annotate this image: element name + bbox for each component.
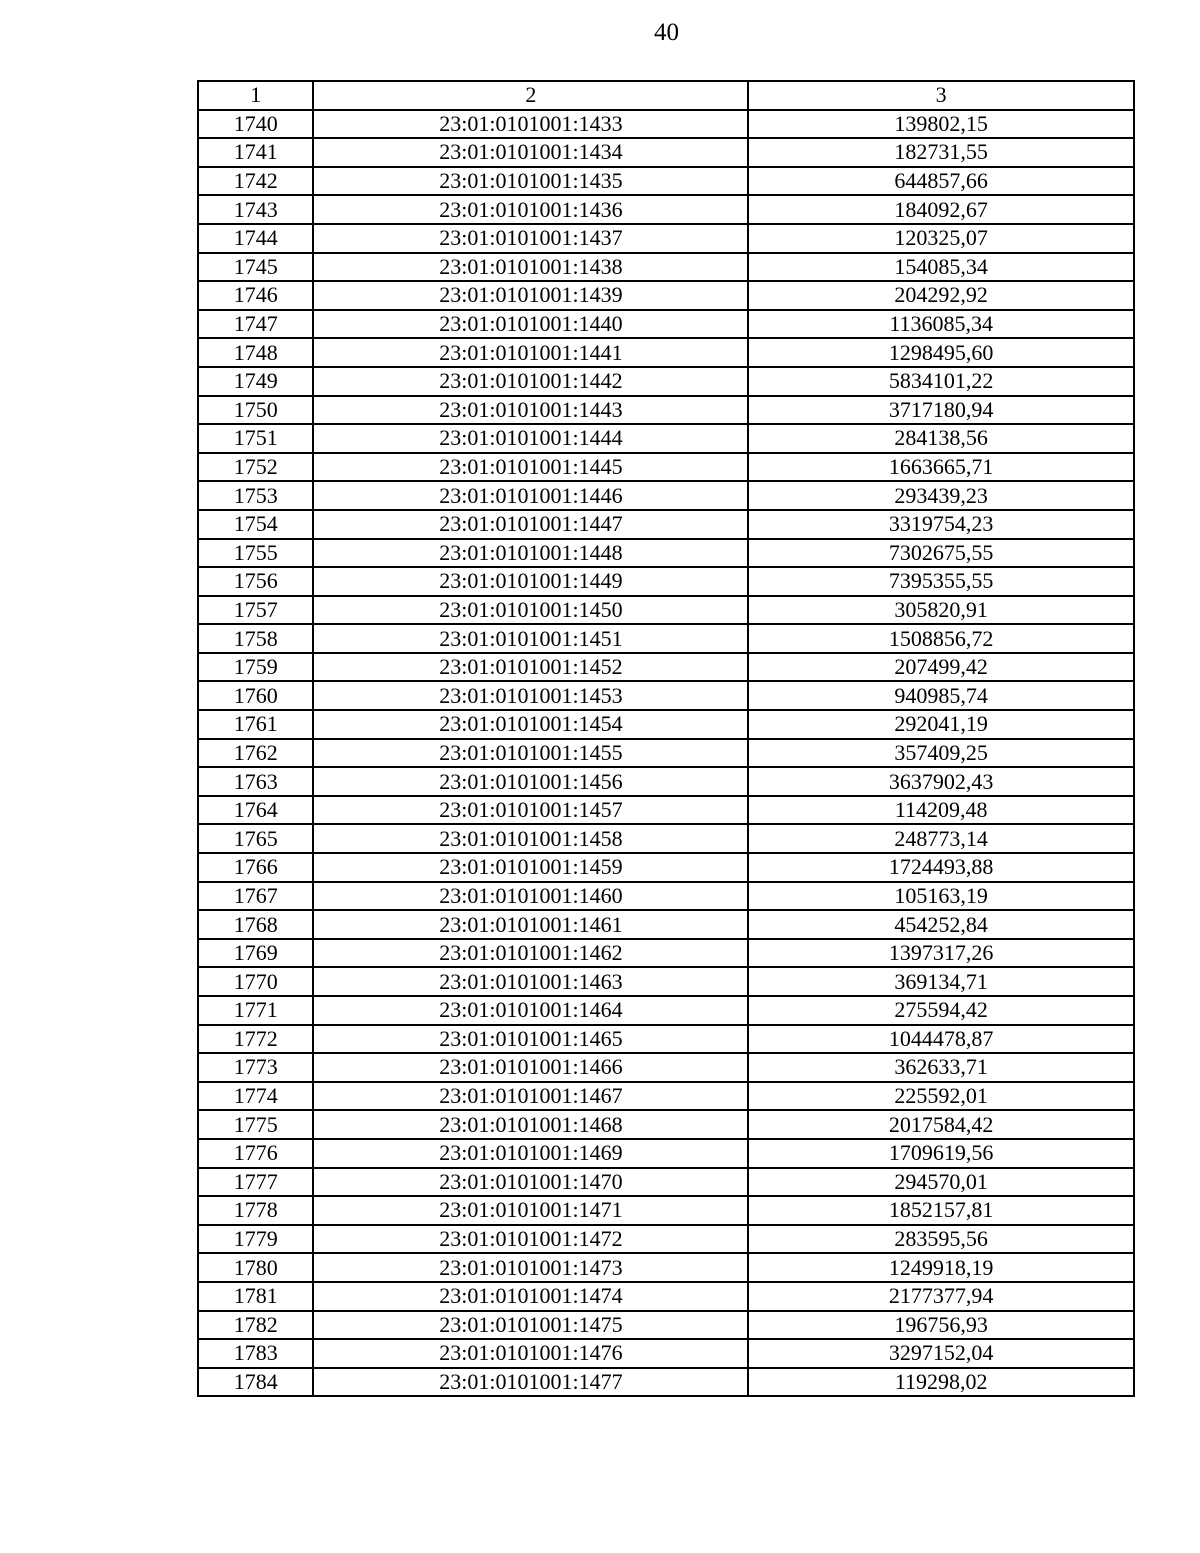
- table-row: [198, 1168, 1134, 1197]
- row-number-cell: 1744: [198, 224, 313, 253]
- row-number-cell: 1774: [198, 1082, 313, 1111]
- value-cell: 644857,66: [748, 167, 1134, 196]
- row-number-cell: 1758: [198, 624, 313, 653]
- cadastral-number-cell: 23:01:0101001:1449: [313, 567, 748, 596]
- table-row: [198, 338, 1134, 367]
- table-row: [198, 1196, 1134, 1225]
- cadastral-number-cell: 23:01:0101001:1443: [313, 396, 748, 425]
- row-number-cell: 1768: [198, 910, 313, 939]
- value-cell: 275594,42: [748, 996, 1134, 1025]
- cadastral-number-cell: 23:01:0101001:1446: [313, 481, 748, 510]
- value-cell: 248773,14: [748, 824, 1134, 853]
- cadastral-number-cell: 23:01:0101001:1433: [313, 110, 748, 139]
- table-row: [198, 539, 1134, 568]
- table-row: [198, 253, 1134, 282]
- value-cell: 1397317,26: [748, 939, 1134, 968]
- cadastral-number-cell: 23:01:0101001:1471: [313, 1196, 748, 1225]
- row-number-cell: 1783: [198, 1339, 313, 1368]
- value-cell: 7395355,55: [748, 567, 1134, 596]
- value-cell: 154085,34: [748, 253, 1134, 282]
- row-number-cell: 1762: [198, 739, 313, 768]
- value-cell: 204292,92: [748, 281, 1134, 310]
- table-row: [198, 310, 1134, 339]
- table-row: [198, 481, 1134, 510]
- table-row: [198, 453, 1134, 482]
- cadastral-number-cell: 23:01:0101001:1453: [313, 681, 748, 710]
- table-row: [198, 367, 1134, 396]
- cadastral-number-cell: 23:01:0101001:1459: [313, 853, 748, 882]
- row-number-cell: 1773: [198, 1053, 313, 1082]
- value-cell: 114209,48: [748, 796, 1134, 825]
- row-number-cell: 1763: [198, 767, 313, 796]
- value-cell: 362633,71: [748, 1053, 1134, 1082]
- cadastral-number-cell: 23:01:0101001:1452: [313, 653, 748, 682]
- row-number-cell: 1754: [198, 510, 313, 539]
- value-cell: 369134,71: [748, 967, 1134, 996]
- table-row: [198, 939, 1134, 968]
- cadastral-number-cell: 23:01:0101001:1467: [313, 1082, 748, 1111]
- value-cell: 294570,01: [748, 1168, 1134, 1197]
- table-row: [198, 510, 1134, 539]
- row-number-cell: 1784: [198, 1368, 313, 1397]
- cadastral-number-cell: 23:01:0101001:1461: [313, 910, 748, 939]
- table-row: [198, 910, 1134, 939]
- value-cell: 292041,19: [748, 710, 1134, 739]
- cadastral-number-cell: 23:01:0101001:1451: [313, 624, 748, 653]
- row-number-cell: 1748: [198, 338, 313, 367]
- row-number-cell: 1747: [198, 310, 313, 339]
- row-number-cell: 1770: [198, 967, 313, 996]
- table-row: [198, 596, 1134, 625]
- value-cell: 283595,56: [748, 1225, 1134, 1254]
- cadastral-number-cell: 23:01:0101001:1456: [313, 767, 748, 796]
- table-row: [198, 767, 1134, 796]
- table-row: [198, 138, 1134, 167]
- cadastral-number-cell: 23:01:0101001:1468: [313, 1110, 748, 1139]
- value-cell: 105163,19: [748, 882, 1134, 911]
- row-number-cell: 1764: [198, 796, 313, 825]
- table-row: [198, 1368, 1134, 1397]
- row-number-cell: 1776: [198, 1139, 313, 1168]
- value-cell: 2177377,94: [748, 1282, 1134, 1311]
- row-number-cell: 1775: [198, 1110, 313, 1139]
- table-row: [198, 824, 1134, 853]
- table-row: [198, 739, 1134, 768]
- column-header: 3: [748, 81, 1134, 110]
- table-row: [198, 1139, 1134, 1168]
- row-number-cell: 1778: [198, 1196, 313, 1225]
- value-cell: 1852157,81: [748, 1196, 1134, 1225]
- table-row: [198, 1110, 1134, 1139]
- value-cell: 940985,74: [748, 681, 1134, 710]
- value-cell: 7302675,55: [748, 539, 1134, 568]
- cadastral-number-cell: 23:01:0101001:1444: [313, 424, 748, 453]
- table-body: [198, 81, 1134, 1396]
- value-cell: 3319754,23: [748, 510, 1134, 539]
- row-number-cell: 1772: [198, 1025, 313, 1054]
- table-row: [198, 996, 1134, 1025]
- row-number-cell: 1779: [198, 1225, 313, 1254]
- cadastral-number-cell: 23:01:0101001:1465: [313, 1025, 748, 1054]
- row-number-cell: 1759: [198, 653, 313, 682]
- value-cell: 139802,15: [748, 110, 1134, 139]
- table-row: [198, 1253, 1134, 1282]
- column-header: 2: [313, 81, 748, 110]
- cadastral-number-cell: 23:01:0101001:1440: [313, 310, 748, 339]
- value-cell: 184092,67: [748, 195, 1134, 224]
- cadastral-number-cell: 23:01:0101001:1457: [313, 796, 748, 825]
- value-cell: 1044478,87: [748, 1025, 1134, 1054]
- row-number-cell: 1751: [198, 424, 313, 453]
- table-row: [198, 1339, 1134, 1368]
- table-row: [198, 110, 1134, 139]
- row-number-cell: 1752: [198, 453, 313, 482]
- value-cell: 3637902,43: [748, 767, 1134, 796]
- table-row: [198, 1082, 1134, 1111]
- table-row: [198, 653, 1134, 682]
- table-row: [198, 424, 1134, 453]
- value-cell: 207499,42: [748, 653, 1134, 682]
- row-number-cell: 1781: [198, 1282, 313, 1311]
- table-row: [198, 681, 1134, 710]
- row-number-cell: 1750: [198, 396, 313, 425]
- row-number-cell: 1761: [198, 710, 313, 739]
- table-row: [198, 167, 1134, 196]
- row-number-cell: 1741: [198, 138, 313, 167]
- table-row: [198, 796, 1134, 825]
- cadastral-number-cell: 23:01:0101001:1454: [313, 710, 748, 739]
- table-row: [198, 396, 1134, 425]
- cadastral-number-cell: 23:01:0101001:1450: [313, 596, 748, 625]
- cadastral-number-cell: 23:01:0101001:1438: [313, 253, 748, 282]
- value-cell: 357409,25: [748, 739, 1134, 768]
- row-number-cell: 1769: [198, 939, 313, 968]
- cadastral-number-cell: 23:01:0101001:1448: [313, 539, 748, 568]
- row-number-cell: 1746: [198, 281, 313, 310]
- value-cell: 5834101,22: [748, 367, 1134, 396]
- cadastral-number-cell: 23:01:0101001:1470: [313, 1168, 748, 1197]
- cadastral-number-cell: 23:01:0101001:1437: [313, 224, 748, 253]
- table-row: [198, 1282, 1134, 1311]
- table-row: [198, 853, 1134, 882]
- table-row: [198, 567, 1134, 596]
- value-cell: 1136085,34: [748, 310, 1134, 339]
- value-cell: 120325,07: [748, 224, 1134, 253]
- cadastral-number-cell: 23:01:0101001:1462: [313, 939, 748, 968]
- data-table: [197, 80, 1135, 1397]
- cadastral-number-cell: 23:01:0101001:1455: [313, 739, 748, 768]
- cadastral-number-cell: 23:01:0101001:1476: [313, 1339, 748, 1368]
- cadastral-number-cell: 23:01:0101001:1477: [313, 1368, 748, 1397]
- table-header-row: [198, 81, 1134, 110]
- value-cell: 225592,01: [748, 1082, 1134, 1111]
- value-cell: 1724493,88: [748, 853, 1134, 882]
- row-number-cell: 1766: [198, 853, 313, 882]
- table-row: [198, 195, 1134, 224]
- row-number-cell: 1755: [198, 539, 313, 568]
- page-number: 40: [654, 19, 679, 46]
- value-cell: 1663665,71: [748, 453, 1134, 482]
- row-number-cell: 1782: [198, 1311, 313, 1340]
- row-number-cell: 1765: [198, 824, 313, 853]
- value-cell: 1508856,72: [748, 624, 1134, 653]
- value-cell: 196756,93: [748, 1311, 1134, 1340]
- row-number-cell: 1771: [198, 996, 313, 1025]
- row-number-cell: 1742: [198, 167, 313, 196]
- value-cell: 1298495,60: [748, 338, 1134, 367]
- row-number-cell: 1745: [198, 253, 313, 282]
- row-number-cell: 1767: [198, 882, 313, 911]
- cadastral-number-cell: 23:01:0101001:1439: [313, 281, 748, 310]
- value-cell: 119298,02: [748, 1368, 1134, 1397]
- table-row: [198, 710, 1134, 739]
- value-cell: 305820,91: [748, 596, 1134, 625]
- cadastral-number-cell: 23:01:0101001:1458: [313, 824, 748, 853]
- cadastral-number-cell: 23:01:0101001:1463: [313, 967, 748, 996]
- cadastral-number-cell: 23:01:0101001:1466: [313, 1053, 748, 1082]
- cadastral-number-cell: 23:01:0101001:1474: [313, 1282, 748, 1311]
- value-cell: 3297152,04: [748, 1339, 1134, 1368]
- cadastral-number-cell: 23:01:0101001:1460: [313, 882, 748, 911]
- cadastral-number-cell: 23:01:0101001:1447: [313, 510, 748, 539]
- table-row: [198, 1225, 1134, 1254]
- row-number-cell: 1749: [198, 367, 313, 396]
- row-number-cell: 1760: [198, 681, 313, 710]
- row-number-cell: 1757: [198, 596, 313, 625]
- cadastral-number-cell: 23:01:0101001:1445: [313, 453, 748, 482]
- value-cell: 182731,55: [748, 138, 1134, 167]
- table-row: [198, 1053, 1134, 1082]
- value-cell: 293439,23: [748, 481, 1134, 510]
- table-row: [198, 281, 1134, 310]
- row-number-cell: 1756: [198, 567, 313, 596]
- row-number-cell: 1740: [198, 110, 313, 139]
- cadastral-number-cell: 23:01:0101001:1436: [313, 195, 748, 224]
- row-number-cell: 1753: [198, 481, 313, 510]
- row-number-cell: 1780: [198, 1253, 313, 1282]
- cadastral-number-cell: 23:01:0101001:1442: [313, 367, 748, 396]
- cadastral-number-cell: 23:01:0101001:1464: [313, 996, 748, 1025]
- row-number-cell: 1743: [198, 195, 313, 224]
- cadastral-number-cell: 23:01:0101001:1473: [313, 1253, 748, 1282]
- cadastral-number-cell: 23:01:0101001:1435: [313, 167, 748, 196]
- cadastral-number-cell: 23:01:0101001:1434: [313, 138, 748, 167]
- cadastral-number-cell: 23:01:0101001:1441: [313, 338, 748, 367]
- cadastral-number-cell: 23:01:0101001:1469: [313, 1139, 748, 1168]
- value-cell: 454252,84: [748, 910, 1134, 939]
- cadastral-number-cell: 23:01:0101001:1472: [313, 1225, 748, 1254]
- column-header: 1: [198, 81, 313, 110]
- value-cell: 284138,56: [748, 424, 1134, 453]
- row-number-cell: 1777: [198, 1168, 313, 1197]
- table-row: [198, 224, 1134, 253]
- table-row: [198, 1311, 1134, 1340]
- cadastral-number-cell: 23:01:0101001:1475: [313, 1311, 748, 1340]
- table-row: [198, 967, 1134, 996]
- value-cell: 1249918,19: [748, 1253, 1134, 1282]
- table-row: [198, 624, 1134, 653]
- value-cell: 3717180,94: [748, 396, 1134, 425]
- table-row: [198, 882, 1134, 911]
- table-row: [198, 1025, 1134, 1054]
- value-cell: 1709619,56: [748, 1139, 1134, 1168]
- value-cell: 2017584,42: [748, 1110, 1134, 1139]
